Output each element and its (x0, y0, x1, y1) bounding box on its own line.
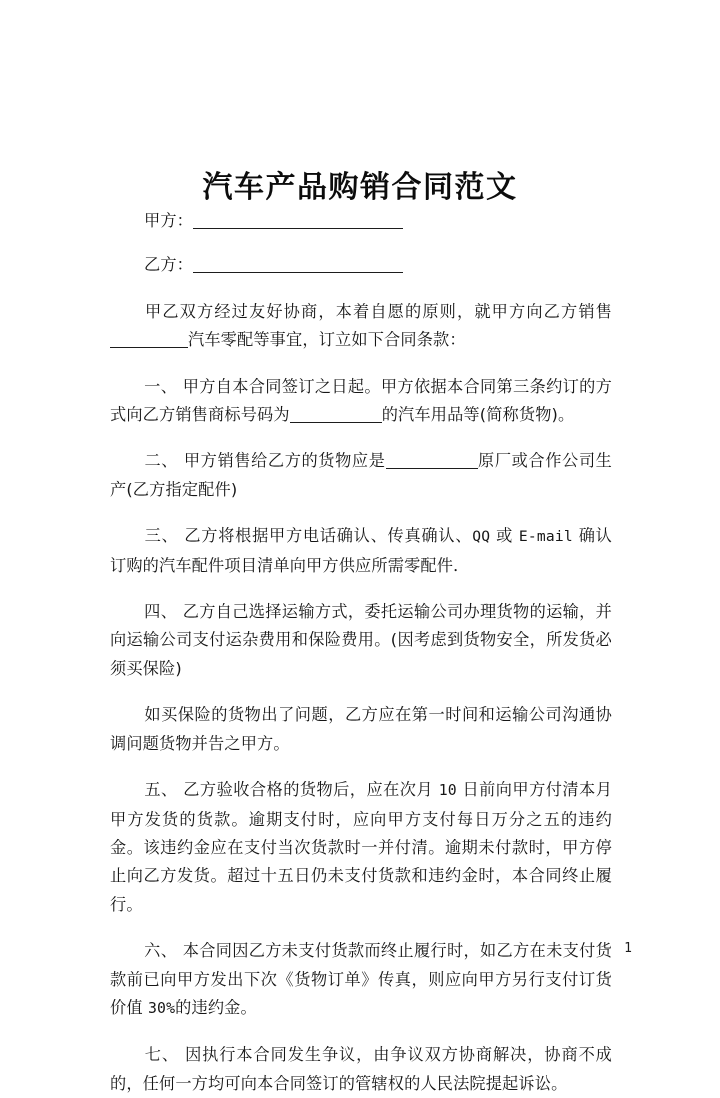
clause-6-text-part-2: 的违约金。 (175, 997, 257, 1017)
party-a-line (110, 207, 612, 235)
preamble-paragraph (110, 298, 612, 355)
clause-2-paragraph (110, 447, 612, 504)
clause-2-text-after: 原厂或合作公司生产(乙方指定配件) (110, 451, 612, 499)
clause-1-text-after: 的汽车用品等(简称货物)。 (381, 405, 575, 425)
clause-5-text-part-2: 日前向甲方付清本月甲方发货的货款。逾期支付时，应向甲方支付每日万分之五的违约金。该违约金应在支付当次货款时一并付清。逾期未付款时，甲方停止向乙方发货。超过十五日仍未支付货款和违约金时，本合同终止履行。 (110, 780, 613, 914)
clause-5-payment-day: 10 (438, 782, 457, 800)
insurance-note-paragraph (110, 701, 612, 758)
clause-3-text-part-2: 或 (496, 526, 514, 546)
preamble-text-before: 甲乙双方经过友好协商，本着自愿的原则，就甲方向乙方销售 (144, 301, 612, 321)
clause-1-blank (290, 422, 382, 423)
clause-3-paragraph (110, 522, 612, 580)
insurance-note-text: 如买保险的货物出了问题，乙方应在第一时间和运输公司沟通协调问题货物并告之甲方。 (110, 705, 612, 753)
clause-1-paragraph (110, 373, 612, 430)
clause-1-marker: 一、 (144, 376, 178, 396)
clause-3-text-part-1: 乙方将根据甲方电话确认、传真确认、 (184, 526, 473, 546)
clause-3-qq-label: QQ (472, 528, 491, 546)
party-a-label: 甲方： (144, 211, 194, 230)
preamble-text-after: 汽车零配等事宜，订立如下合同条款： (188, 330, 466, 350)
clause-7-text: 因执行本合同发生争议，由争议双方协商解决，协商不成的，任何一方均可向本合同签订的管辖权的人民法院提起诉讼。 (110, 1045, 613, 1093)
clause-1-text-before: 甲方自本合同签订之日起。甲方依据本合同第三条约订的方式向乙方销售商标号码为 (110, 376, 612, 425)
party-b-label: 乙方： (144, 255, 194, 275)
clause-2-marker: 二、 (144, 451, 179, 471)
clause-5-marker: 五、 (144, 780, 178, 800)
clause-4-marker: 四、 (144, 602, 178, 622)
clause-7-paragraph (110, 1041, 612, 1098)
clause-6-text-part-1: 本合同因乙方未支付货款而终止履行时，如乙方在未支付货款前已向甲方发出下次《货物订单》传真，则应向甲方另行支付订货价值 (110, 941, 612, 1017)
clause-4-paragraph (110, 598, 612, 683)
clause-6-penalty-rate: 30% (147, 999, 176, 1017)
clause-5-text-part-1: 乙方验收合格的货物后，应在次月 (183, 780, 434, 800)
party-a-blank (193, 228, 403, 229)
party-b-blank (193, 272, 403, 273)
page-title: 汽车产品购销合同范文 (202, 170, 518, 206)
clause-4-text: 乙方自己选择运输方式，委托运输公司办理货物的运输，并向运输公司支付运杂费用和保险费用。(因考虑到货物安全，所发货必须买保险) (110, 602, 612, 678)
page-number: 1 (624, 941, 632, 956)
clause-2-blank (386, 468, 478, 469)
clause-5-paragraph (110, 776, 612, 919)
clause-7-marker: 七、 (144, 1045, 179, 1065)
clause-3-marker: 三、 (144, 526, 179, 546)
clause-6-marker: 六、 (144, 941, 178, 961)
preamble-blank (110, 347, 188, 348)
clause-3-email-label: E-mail (518, 528, 573, 546)
party-b-line (110, 251, 612, 279)
clause-2-text-before: 甲方销售给乙方的货物应是 (183, 451, 386, 471)
document-body (110, 207, 612, 1098)
clause-3-text-part-3: 确认订购的汽车配件项目清单向甲方供应所需零配件． (110, 526, 612, 575)
